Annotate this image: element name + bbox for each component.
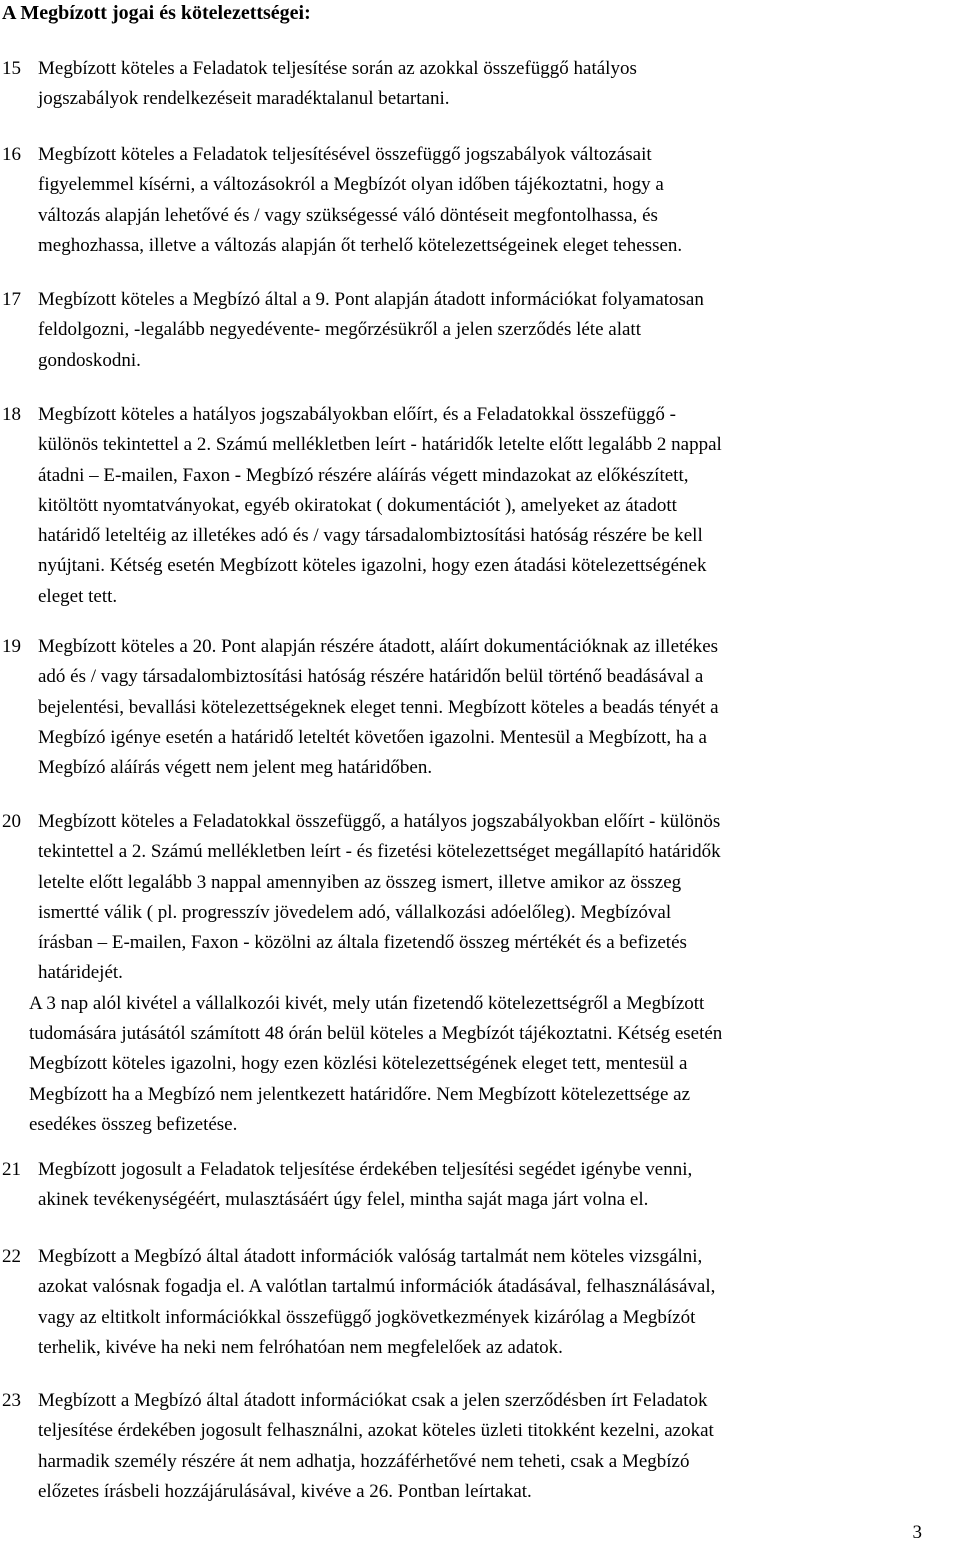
clause-number: 16 [2, 144, 21, 165]
clause-23 [0, 1386, 952, 1507]
clause-15 [0, 54, 952, 115]
clause-number: 20 [2, 811, 21, 832]
clause-number: 15 [2, 58, 21, 79]
clause-22 [0, 1242, 952, 1363]
clause-number: 21 [2, 1159, 21, 1180]
clause-text: Megbízott köteles a hatályos jogszabályokban előírt, és a Feladatokkal összefüggő - különös tekintettel a 2. Számú mellékletben leírt - határidők letelte előtt legalább 2 nappal átadni – E-mailen, Faxon - Megbízó részére aláírás végett mindazokat az előkészített, kitöltött nyomtatványokat, egyéb okiratokat ( dokumentációt ), amelyeket az átadott határidő leteltéig az illetékes adó és / vagy társadalombiztosítási hatóság részére be kell nyújtani. Kétség esetén Megbízott köteles igazolni, hogy ezen átadási kötelezettségének eleget tett. [38, 404, 722, 607]
clause-text: Megbízott köteles a 20. Pont alapján részére átadott, aláírt dokumentációknak az illetékes adó és / vagy társadalombiztosítási hatóság részére határidőn belül történő beadásával a bejelentési, bevallási kötelezettségeknek eleget tenni. Megbízott köteles a beadás tényét a Megbízó igénye esetén a határidő leteltét követően igazolni. Mentesül a Megbízott, ha a Megbízó aláírás végett nem jelent meg határidőben. [38, 636, 719, 779]
clause-20 [0, 807, 952, 1140]
clause-text: Megbízott a Megbízó által átadott információkat csak a jelen szerződésben írt Feladatok teljesítése érdekében jogosult felhasználni, azokat köteles üzleti titokként kezelni, azokat harmadik személy részére át nem adhatja, hozzáférhetővé nem teheti, csak a Megbízó előzetes írásbeli hozzájárulásával, kivéve a 26. Pontban leírtakat. [38, 1390, 714, 1502]
clause-text: Megbízott köteles a Megbízó által a 9. Pont alapján átadott információkat folyamatosan feldolgozni, -legalább negyedévente- megőrzésükről a jelen szerződés léte alatt gondoskodni. [38, 289, 704, 371]
section-heading: A Megbízott jogai és kötelezettségei: [2, 2, 311, 24]
clause-19 [0, 632, 952, 783]
page-number: 3 [912, 1522, 922, 1543]
clause-text: Megbízott a Megbízó által átadott információk valóság tartalmát nem köteles vizsgálni, azokat valósnak fogadja el. A valótlan tartalmú információk átadásával, felhasználásával, vagy az eltitkolt információkkal összefüggő jogkövetkezmények kizárólag a Megbízót terhelik, kivéve ha neki nem felróhatóan nem megfelelőek az adatok. [38, 1246, 716, 1358]
clause-number: 18 [2, 404, 21, 425]
clause-continuation: A 3 nap alól kivétel a vállalkozói kivét, mely után fizetendő kötelezettségről a Megbízott tudomására jutásától számított 48 órán belül köteles a Megbízót tájékoztatni. Kétség esetén Megbízott köteles igazolni, hogy ezen közlési kötelezettségének eleget tett, mentesül a Megbízott ha a Megbízó nem jelentkezett határidőre. Nem Megbízott kötelezettsége az esedékes összeg befizetése. [29, 992, 723, 1135]
clause-16 [0, 140, 952, 261]
clause-number: 22 [2, 1246, 21, 1267]
clause-17 [0, 285, 952, 376]
clause-18 [0, 400, 952, 612]
clause-text: Megbízott köteles a Feladatokkal összefüggő, a hatályos jogszabályokban előírt - különös tekintettel a 2. Számú mellékletben leírt - és fizetési kötelezettséget megállapító határidők letelte előtt legalább 3 nappal amennyiben az összeg ismert, illetve amikor az összeg ismertté válik ( pl. progresszív jövedelem adó, vállalkozási adóelőleg). Megbízóval írásban – E-mailen, Faxon - közölni az általa fizetendő összeg mértékét és a befizetés határidejét. [38, 811, 721, 984]
clause-text: Megbízott köteles a Feladatok teljesítése során az azokkal összefüggő hatályos jogszabályok rendelkezéseit maradéktalanul betartani. [38, 58, 637, 110]
clause-text: Megbízott jogosult a Feladatok teljesítése érdekében teljesítési segédet igénybe venni, akinek tevékenységéért, mulasztásáért úgy felel, mintha saját maga járt volna el. [38, 1159, 693, 1211]
clause-number: 23 [2, 1390, 21, 1411]
clause-number: 19 [2, 636, 21, 657]
clause-text: Megbízott köteles a Feladatok teljesítésével összefüggő jogszabályok változásait figyelemmel kísérni, a változásokról a Megbízót olyan időben tájékoztatni, hogy a változás alapján lehetővé és / vagy szükségessé váló döntéseit megfontolhassa, és meghozhassa, illetve a változás alapján őt terhelő kötelezettségeinek eleget tehessen. [38, 144, 683, 256]
clause-21 [0, 1155, 952, 1216]
clause-number: 17 [2, 289, 21, 310]
